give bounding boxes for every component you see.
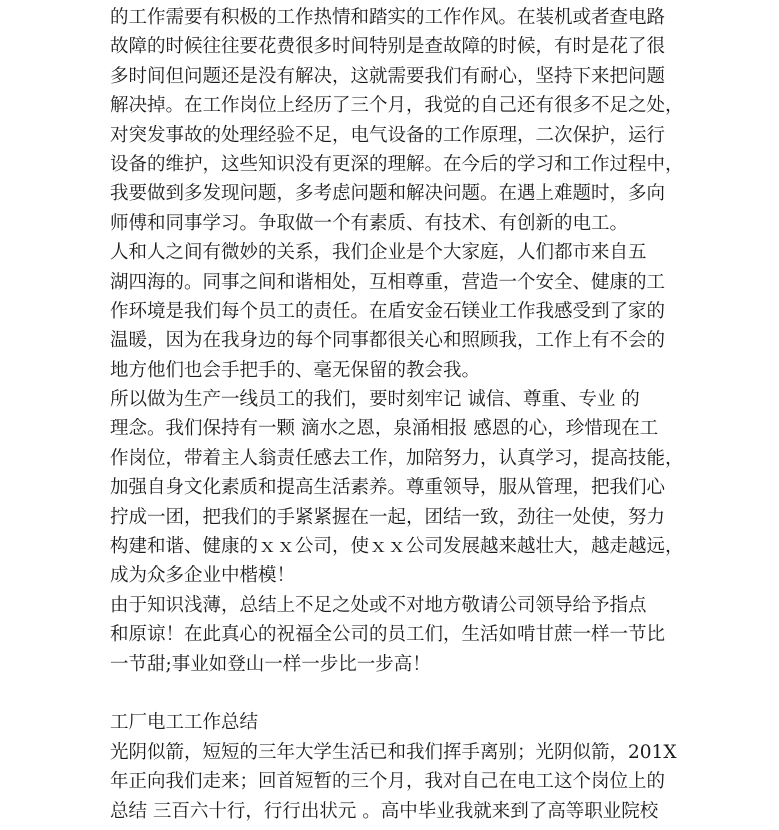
text-line: 拧成一团，把我们的手紧紧握在一起，团结一致，劲往一处使，努力 (110, 506, 666, 528)
paragraph-intro (110, 738, 677, 826)
text-line: 的工作需要有积极的工作热情和踏实的工作作风。在装机或者查电路 (110, 7, 666, 28)
paragraph-work-attitude (110, 3, 684, 238)
section-title: 工厂电工工作总结 (110, 712, 259, 734)
paragraph-commitment (110, 385, 684, 591)
paragraph-relationships (110, 238, 665, 385)
text-line: 我要做到多发现问题，多考虑问题和解决问题。在遇上难题时，多向 (110, 183, 666, 205)
blank-line (110, 679, 665, 708)
text-line: 理念。我们保持有一颗 滴水之恩，泉涌相报 感恩的心，珍惜现在工 (110, 418, 659, 440)
text-line: 一节甜;事业如登山一样一步比一步高！ (110, 653, 431, 675)
text-line: 成为众多企业中楷模！ (110, 565, 296, 587)
text-line: 多时间但问题还是没有解决，这就需要我们有耐心，坚持下来把问题 (110, 65, 666, 87)
text-line: 解决掉。在工作岗位上经历了三个月，我觉的自己还有很多不足之处， (110, 95, 684, 117)
text-line: 所以做为生产一线员工的我们，要时刻牢记 诚信、尊重、专业 的 (110, 389, 640, 411)
text-line: 师傅和同事学习。争取做一个有素质、有技术、有创新的电工。 (110, 212, 629, 234)
text-line: 温暖，因为在我身边的每个同事都很关心和照顾我，工作上有不会的 (110, 330, 666, 352)
text-line: 故障的时候往往要花费很多时间特别是查故障的时候，有时是花了很 (110, 36, 666, 58)
text-line: 人和人之间有微妙的关系，我们企业是个大家庭，人们都市来自五 (110, 242, 647, 264)
text-line: 构建和谐、健康的ｘｘ公司，使ｘｘ公司发展越来越壮大，越走越远， (110, 536, 684, 558)
text-line: 湖四海的。同事之间和谐相处，互相尊重，营造一个安全、健康的工 (110, 271, 666, 293)
text-line: 光阴似箭，短短的三年大学生活已和我们挥手离别；光阴似箭，201X (110, 741, 677, 763)
text-line: 年正向我们走来；回首短暂的三个月，我对自己在电工这个岗位上的 (110, 771, 666, 793)
document-page (110, 3, 684, 826)
text-line: 对突发事故的处理经验不足，电气设备的工作原理，二次保护，运行 (110, 124, 666, 146)
text-line: 地方他们也会手把手的、毫无保留的教会我。 (110, 359, 481, 381)
text-line: 总结 三百六十行，行行出状元 。高中毕业我就来到了高等职业院校 (110, 800, 659, 822)
text-line: 和原谅！在此真心的祝福全公司的员工们，生活如啃甘蔗一样一节比 (110, 624, 666, 646)
text-line: 作环境是我们每个员工的责任。在盾安金石镁业工作我感受到了家的 (110, 300, 666, 322)
text-line: 加强自身文化素质和提高生活素养。尊重领导，服从管理，把我们心 (110, 477, 666, 499)
text-line: 设备的维护，这些知识没有更深的理解。在今后的学习和工作过程中， (110, 153, 684, 175)
text-line: 由于知识浅薄，总结上不足之处或不对地方敬请公司领导给予指点 (110, 594, 647, 616)
paragraph-closing (110, 591, 665, 679)
text-line: 作岗位，带着主人翁责任感去工作，加陪努力，认真学习，提高技能， (110, 447, 684, 469)
